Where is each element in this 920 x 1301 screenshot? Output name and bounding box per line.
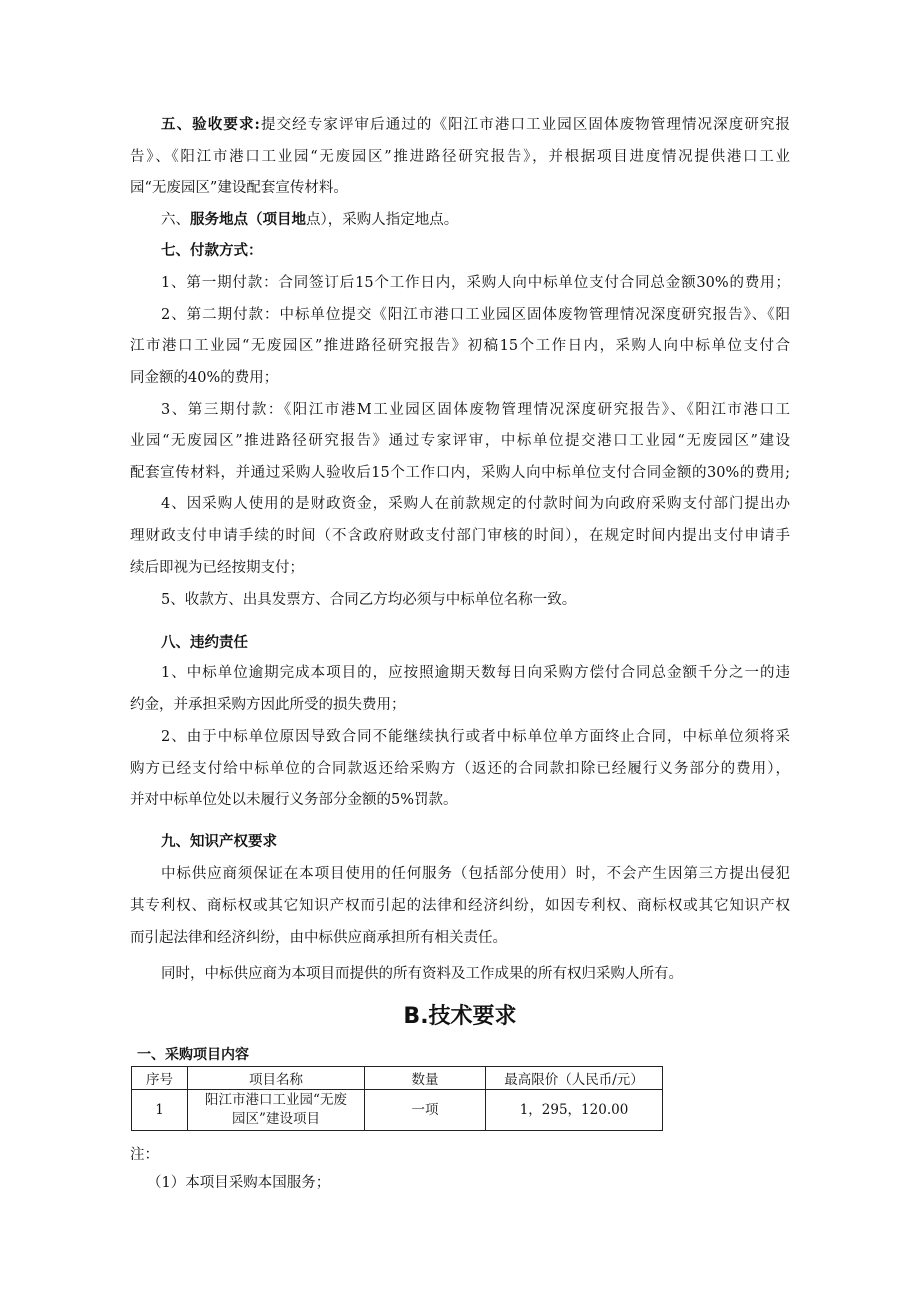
section9-heading: 九、知识产权要求: [161, 833, 277, 850]
cell-no: 1: [132, 1090, 188, 1131]
section7-p3-line2: 业园“无废园区”推进路径研究报告》通过专家评审，中标单位提交港口工业园“无废园区”建设: [130, 433, 790, 449]
section8-p2-line3: 并对中标单位处以未履行义务部分金额的5%罚款。: [130, 792, 458, 808]
section7-heading: 七、付款方式：: [161, 242, 263, 259]
cell-name-line1: 阳江市港口工业园“无废: [205, 1092, 347, 1108]
section5-line2: 告》、《阳江市港口工业园“无废园区”推进路径研究报告》，并根据项目进度情况提供港口工业: [130, 149, 790, 165]
section7-p2-line3: 同金额的40%的费用；: [130, 370, 279, 386]
section8-p2-line1: 2、由于中标单位原因导致合同不能继续执行或者中标单位单方面终止合同，中标单位须将采: [161, 729, 790, 745]
section5-heading: 五、验收要求:: [161, 116, 260, 133]
section8-p2-line2: 购方已经支付给中标单位的合同款返还给采购方（返还的合同款扣除已经履行义务部分的费用），: [130, 761, 790, 777]
header-name: 项目名称: [188, 1067, 365, 1090]
section7-p3-line1: 3、第三期付款：《阳江市港M工业园区固体废物管理情况深度研究报告》、《阳江市港口工: [161, 402, 790, 418]
section6-prefix: 六、: [161, 212, 190, 228]
section7-p3-line3: 配套宣传材料，并通过采购人验收后15个工作口内，采购人向中标单位支付合同金额的30%的费用;: [130, 465, 790, 481]
section8-p1-line2: 约金，并承担采购方因此所受的损失费用；: [130, 697, 406, 713]
section8-heading: 八、违约责任: [161, 634, 248, 651]
header-price: 最高限价（人民币/元）: [486, 1067, 663, 1090]
section6-heading-tail: 点）: [306, 212, 328, 228]
note-item-1: （1）本项目采购本国服务；: [147, 1175, 331, 1191]
section5-line3: 园“无废园区”建设配套宣传材料。: [130, 180, 348, 196]
section5-text: 提交经专家评审后通过的《阳江市港口工业园区固体废物管理情况深度研究报: [259, 117, 790, 133]
section9-p2: 同时，中标供应商为本项目而提供的所有资料及工作成果的所有权归采购人所有。: [161, 966, 683, 982]
procurement-subheading: 一、采购项目内容: [137, 1047, 249, 1063]
table-header-row: [132, 1067, 663, 1090]
section7-p2-line2: 江市港口工业园“无废园区”推进路径研究报告》初稿15个工作日内，采购人向中标单位支付合: [130, 338, 790, 354]
section9-p1-line2: 其专利权、商标权或其它知识产权而引起的法律和经济纠纷，如因专利权、商标权或其它知识产权: [130, 898, 790, 914]
cell-name-line2: 园区”建设项目: [232, 1111, 320, 1127]
section6-heading: 服务地点（项目地: [190, 211, 306, 228]
section7-p2-line1: 2、第二期付款：中标单位提交《阳江市港口工业园区固体废物管理情况深度研究报告》、《阳: [161, 307, 790, 323]
section9-p1-line1: 中标供应商须保证在本项目使用的任何服务（包括部分使用）时，不会产生因第三方提出侵犯: [161, 866, 790, 882]
section6-line: [161, 210, 790, 230]
section7-p5: 5、收款方、出具发票方、合同乙方均必须与中标单位名称一致。: [161, 592, 577, 608]
note-label: 注：: [130, 1147, 159, 1163]
section7-p1: 1、第一期付款：合同签订后15个工作日内，采购人向中标单位支付合同总金额30%的费用；: [161, 275, 790, 291]
section7-p4-line3: 续后即视为已经按期支付；: [130, 560, 304, 576]
section-b-title: B.技术要求: [403, 1004, 517, 1029]
cell-name: [188, 1090, 365, 1131]
table-row: [132, 1090, 663, 1131]
header-no: 序号: [132, 1067, 188, 1090]
header-qty: 数量: [365, 1067, 486, 1090]
section6-text: ，采购人指定地点。: [327, 212, 459, 228]
cell-qty: 一项: [365, 1090, 486, 1131]
cell-price: 1，295，120.00: [486, 1090, 663, 1131]
procurement-table: [131, 1066, 663, 1131]
section8-p1-line1: 1、中标单位逾期完成本项目的，应按照逾期天数每日向采购方偿付合同总金额千分之一的违: [161, 665, 790, 681]
section7-p4-line1: 4、因采购人使用的是财政资金，采购人在前款规定的付款时间为向政府采购支付部门提出办: [161, 496, 790, 512]
section5-line1: [161, 115, 790, 135]
section7-p4-line2: 理财政支付申请手续的时间（不含政府财政支付部门审核的时间），在规定时间内提出支付申请手: [130, 528, 790, 544]
section9-p1-line3: 而引起法律和经济纠纷，由中标供应商承担所有相关责任。: [130, 930, 507, 946]
